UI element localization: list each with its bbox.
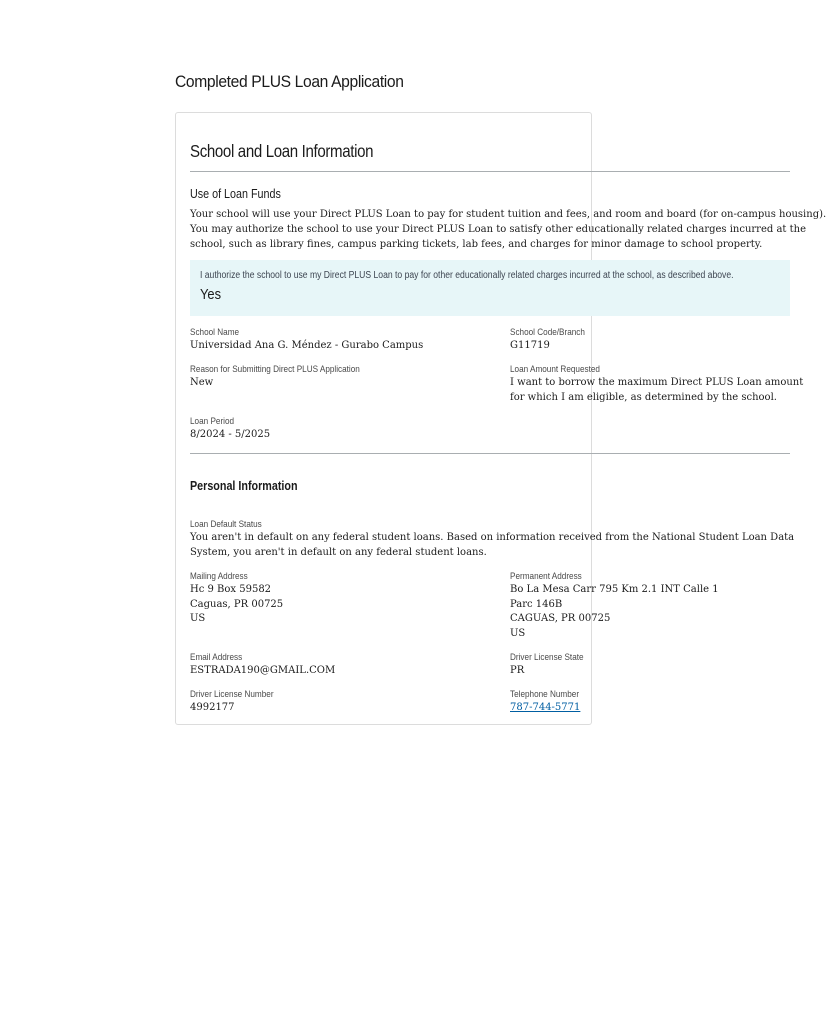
application-card bbox=[190, 112, 826, 732]
school-code-value: G11719 bbox=[510, 340, 550, 351]
paragraph-line: You may authorize the school to use your Direct PLUS Loan to satisfy other educationally related charges incurred at the bbox=[190, 224, 807, 235]
permanent-address-value bbox=[510, 583, 719, 641]
address-line: Bo La Mesa Carr 795 Km 2.1 INT Calle 1 bbox=[510, 584, 719, 595]
paragraph-line: Your school will use your Direct PLUS Loan to pay for student tuition and fees, and room and board (for on-campus housing). bbox=[190, 209, 826, 220]
use-of-funds-paragraph bbox=[190, 207, 826, 252]
telephone-link[interactable]: 787-744-5771 bbox=[510, 702, 581, 713]
default-status-line: You aren't in default on any federal student loans. Based on information received from the National Student Loan Data bbox=[190, 532, 795, 543]
email-label: Email Address bbox=[190, 652, 243, 663]
page-title: Completed PLUS Loan Application bbox=[175, 72, 404, 91]
authorization-box bbox=[190, 260, 790, 316]
reason-label: Reason for Submitting Direct PLUS Application bbox=[190, 364, 360, 375]
loan-period-value: 8/2024 - 5/2025 bbox=[190, 429, 271, 440]
license-state-label: Driver License State bbox=[510, 652, 584, 663]
school-loan-section-title: School and Loan Information bbox=[190, 141, 374, 161]
authorization-answer: Yes bbox=[200, 286, 222, 303]
school-name-value: Universidad Ana G. Méndez - Gurabo Campus bbox=[190, 340, 424, 351]
license-number-value: 4992177 bbox=[190, 702, 235, 713]
school-name-label: School Name bbox=[190, 327, 240, 338]
address-line: Hc 9 Box 59582 bbox=[190, 584, 272, 595]
personal-section-title: Personal Information bbox=[190, 479, 298, 493]
license-number-label: Driver License Number bbox=[190, 689, 274, 700]
address-line: Parc 146B bbox=[510, 598, 563, 610]
use-of-funds-heading: Use of Loan Funds bbox=[190, 187, 281, 201]
reason-value: New bbox=[190, 377, 214, 388]
section-divider bbox=[190, 453, 790, 454]
loan-amount-line: for which I am eligible, as determined by the school. bbox=[510, 391, 777, 403]
mailing-address-label: Mailing Address bbox=[190, 571, 248, 582]
address-line: Caguas, PR 00725 bbox=[190, 598, 284, 610]
address-line: US bbox=[190, 613, 206, 624]
loan-amount-line: I want to borrow the maximum Direct PLUS Loan amount bbox=[510, 377, 804, 388]
section-divider bbox=[190, 171, 790, 172]
mailing-address-value bbox=[190, 583, 283, 627]
address-line: CAGUAS, PR 00725 bbox=[510, 613, 611, 624]
loan-amount-value bbox=[510, 376, 803, 405]
email-value: ESTRADA190@GMAIL.COM bbox=[190, 665, 336, 676]
paragraph-line: school, such as library fines, campus parking tickets, lab fees, and charges for minor damage to school property. bbox=[190, 239, 763, 250]
address-line: US bbox=[510, 627, 526, 639]
default-status-value bbox=[190, 531, 794, 560]
default-status-label: Loan Default Status bbox=[190, 519, 262, 530]
loan-amount-label: Loan Amount Requested bbox=[510, 364, 600, 375]
license-state-value: PR bbox=[510, 665, 525, 676]
default-status-line: System, you aren't in default on any federal student loans. bbox=[190, 546, 487, 558]
permanent-address-label: Permanent Address bbox=[510, 571, 582, 582]
telephone-label: Telephone Number bbox=[510, 689, 580, 700]
authorization-question: I authorize the school to use my Direct PLUS Loan to pay for other educationally related charges incurred at the school, as described above. bbox=[200, 270, 734, 281]
loan-period-label: Loan Period bbox=[190, 416, 235, 427]
school-code-label: School Code/Branch bbox=[510, 327, 585, 338]
